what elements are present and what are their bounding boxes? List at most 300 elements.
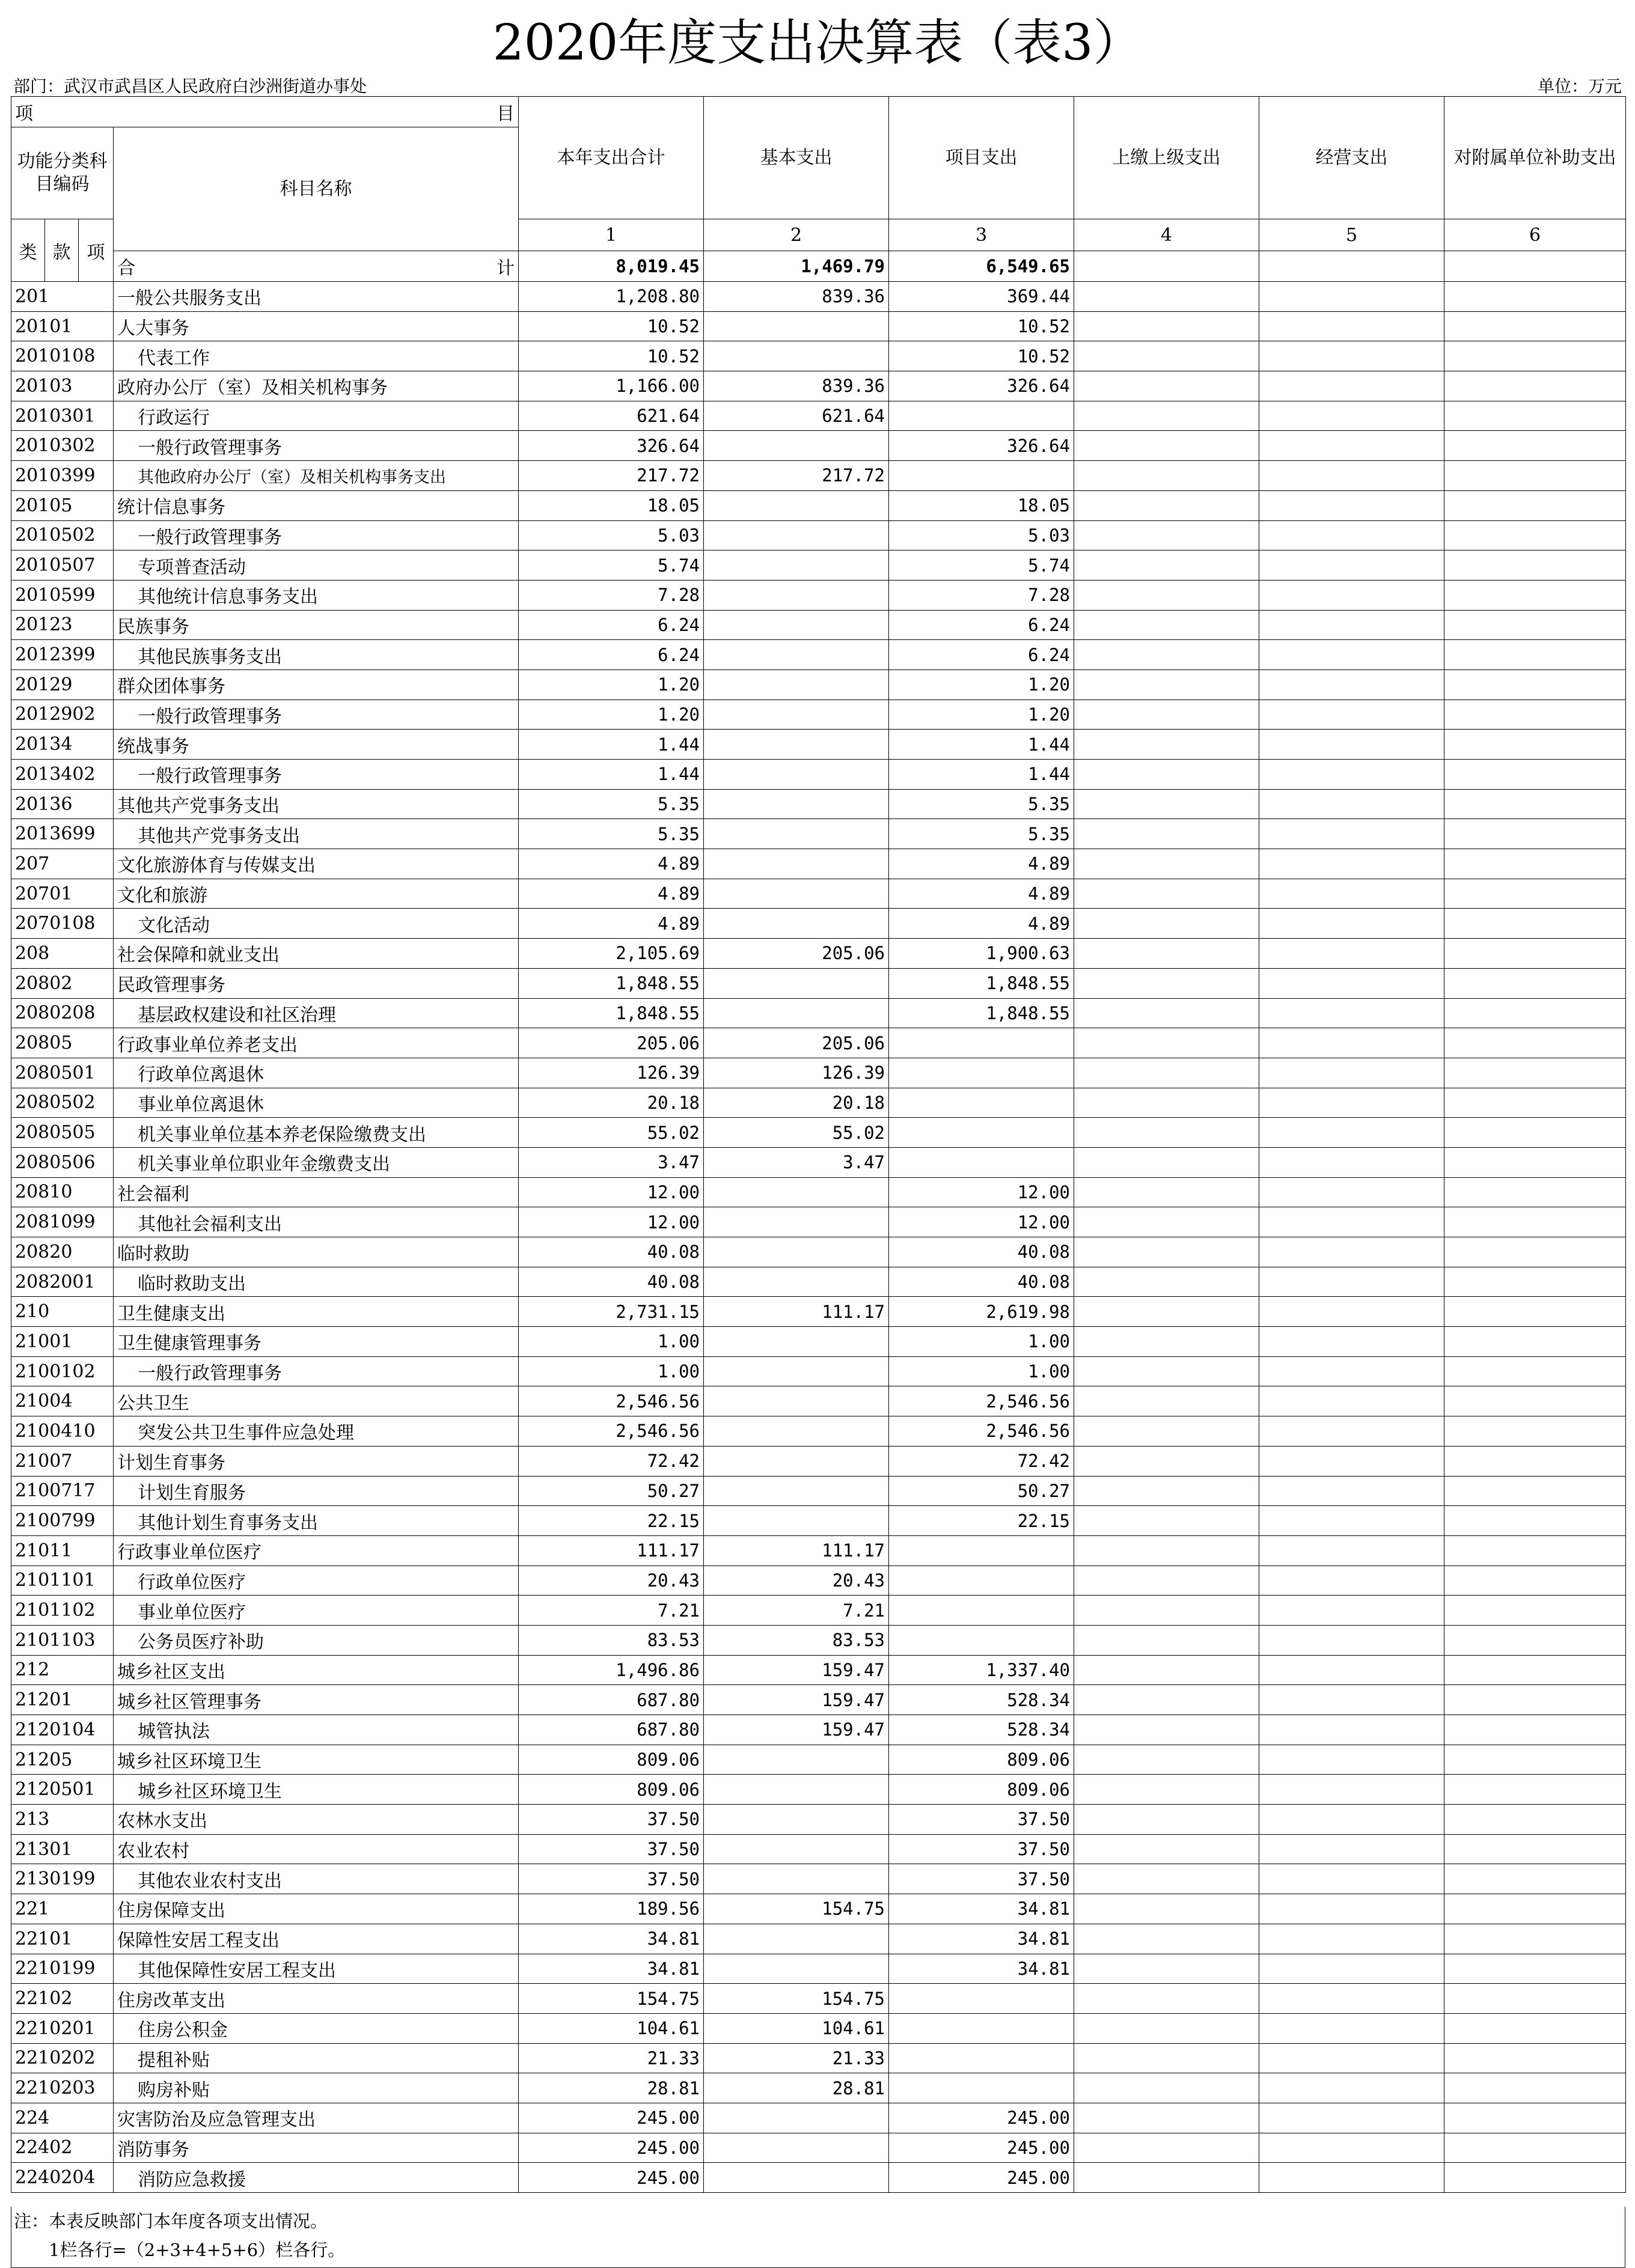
row-value (1259, 760, 1444, 790)
row-code: 21201 (11, 1685, 114, 1715)
row-subject-name: 计划生育事务 (114, 1446, 519, 1476)
row-value (1074, 640, 1259, 670)
row-value: 37.50 (519, 1834, 704, 1864)
row-subject-name: 一般公共服务支出 (114, 282, 519, 312)
row-value: 22.15 (889, 1506, 1074, 1536)
row-code: 2070108 (11, 909, 114, 939)
row-subject-name: 其他政府办公厅（室）及相关机构事务支出 (114, 461, 519, 491)
row-value: 1.00 (519, 1327, 704, 1357)
row-value: 4.89 (519, 909, 704, 939)
row-code: 22102 (11, 1984, 114, 2014)
row-subject-name: 文化和旅游 (114, 879, 519, 909)
row-value (1074, 1984, 1259, 2014)
header-col-basic: 基本支出 (704, 97, 889, 219)
table-row (11, 1565, 1626, 1596)
table-row (11, 1834, 1626, 1864)
row-value (889, 1118, 1074, 1148)
table-row (11, 789, 1626, 819)
row-value (1259, 1864, 1444, 1894)
row-subject-name: 住房公积金 (114, 2013, 519, 2043)
row-value: 189.56 (519, 1894, 704, 1924)
row-value (1259, 580, 1444, 610)
row-value: 1,337.40 (889, 1655, 1074, 1685)
row-subject-name: 其他民族事务支出 (114, 640, 519, 670)
row-value (704, 1834, 889, 1864)
row-value (1074, 1297, 1259, 1327)
row-value (1074, 580, 1259, 610)
row-value (1444, 2073, 1626, 2103)
row-value (1444, 998, 1626, 1028)
row-value: 809.06 (519, 1775, 704, 1805)
row-value (1444, 1476, 1626, 1506)
row-value (704, 341, 889, 371)
row-value (1259, 1386, 1444, 1416)
row-value: 1,848.55 (519, 998, 704, 1028)
row-value: 1.20 (889, 669, 1074, 700)
header-col-upper: 上缴上级支出 (1074, 97, 1259, 219)
table-row (11, 1535, 1626, 1565)
table-row (11, 311, 1626, 341)
header-col-business: 经营支出 (1259, 97, 1444, 219)
table-row (11, 1864, 1626, 1894)
total-label-left: 合 (117, 258, 135, 279)
row-value (1444, 311, 1626, 341)
row-value (704, 1327, 889, 1357)
row-value: 621.64 (704, 401, 889, 431)
row-code: 20810 (11, 1177, 114, 1207)
row-value (1444, 341, 1626, 371)
row-value (1074, 939, 1259, 969)
row-value (1074, 610, 1259, 640)
row-value (704, 1386, 889, 1416)
row-code: 2080506 (11, 1147, 114, 1177)
row-value (1444, 849, 1626, 879)
row-value (1444, 1147, 1626, 1177)
row-value: 2,731.15 (519, 1297, 704, 1327)
row-value: 126.39 (519, 1058, 704, 1088)
table-row (11, 550, 1626, 581)
row-code: 2080502 (11, 1088, 114, 1118)
row-value (704, 1745, 889, 1775)
row-value: 1,496.86 (519, 1655, 704, 1685)
col-number: 5 (1259, 219, 1444, 251)
row-value (1074, 730, 1259, 760)
row-code: 210 (11, 1297, 114, 1327)
row-subject-name: 城乡社区环境卫生 (114, 1775, 519, 1805)
row-value: 528.34 (889, 1685, 1074, 1715)
row-subject-name: 灾害防治及应急管理支出 (114, 2103, 519, 2133)
row-subject-name: 人大事务 (114, 311, 519, 341)
row-value: 72.42 (519, 1446, 704, 1476)
row-code: 21301 (11, 1834, 114, 1864)
row-code: 2080208 (11, 998, 114, 1028)
row-value (1444, 1745, 1626, 1775)
row-value (704, 700, 889, 730)
row-code: 20123 (11, 610, 114, 640)
row-value (1074, 1715, 1259, 1745)
row-value (1074, 760, 1259, 790)
row-value (1444, 2043, 1626, 2073)
row-value (1259, 550, 1444, 581)
row-value (1444, 1506, 1626, 1536)
table-row (11, 610, 1626, 640)
row-value (1444, 1805, 1626, 1835)
row-value (1259, 2133, 1444, 2163)
header-col-subsidy: 对附属单位补助支出 (1444, 97, 1626, 219)
row-subject-name: 行政单位离退休 (114, 1058, 519, 1088)
row-value (1074, 1237, 1259, 1267)
row-subject-name: 一般行政管理事务 (114, 1356, 519, 1386)
row-value: 10.52 (519, 311, 704, 341)
row-code: 2082001 (11, 1267, 114, 1297)
row-code: 2210199 (11, 1954, 114, 1984)
row-code: 2120501 (11, 1775, 114, 1805)
row-value (1259, 819, 1444, 849)
table-row (11, 1237, 1626, 1267)
row-value (1444, 700, 1626, 730)
row-code: 2210203 (11, 2073, 114, 2103)
row-value (1074, 1028, 1259, 1058)
row-value: 2,105.69 (519, 939, 704, 969)
row-value: 245.00 (889, 2163, 1074, 2193)
row-value: 4.89 (889, 909, 1074, 939)
row-value: 34.81 (889, 1954, 1074, 1984)
row-value (889, 461, 1074, 491)
row-value (1259, 490, 1444, 520)
unit-label: 单位：万元 (1537, 76, 1622, 96)
row-value (1444, 1984, 1626, 2014)
row-code: 20701 (11, 879, 114, 909)
row-code: 20805 (11, 1028, 114, 1058)
row-code: 2010507 (11, 550, 114, 581)
row-value (1074, 401, 1259, 431)
row-value (1259, 1267, 1444, 1297)
row-code: 21011 (11, 1535, 114, 1565)
row-value (1074, 282, 1259, 312)
row-value (1074, 1894, 1259, 1924)
row-value: 18.05 (519, 490, 704, 520)
table-row (11, 1267, 1626, 1297)
row-value (1259, 998, 1444, 1028)
row-value (1444, 1685, 1626, 1715)
row-value (1259, 341, 1444, 371)
row-value (1259, 1834, 1444, 1864)
row-code: 20105 (11, 490, 114, 520)
row-subject-name: 行政事业单位医疗 (114, 1535, 519, 1565)
row-value (1259, 610, 1444, 640)
row-value (1444, 1596, 1626, 1626)
row-subject-name: 其他保障性安居工程支出 (114, 1954, 519, 1984)
total-value (1444, 251, 1626, 282)
row-value: 6.24 (519, 610, 704, 640)
row-value: 7.28 (889, 580, 1074, 610)
table-row (11, 998, 1626, 1028)
row-value: 10.52 (889, 341, 1074, 371)
table-row (11, 2073, 1626, 2103)
row-code: 2100102 (11, 1356, 114, 1386)
table-row (11, 1775, 1626, 1805)
table-row (11, 1625, 1626, 1655)
row-value: 50.27 (889, 1476, 1074, 1506)
row-value (704, 311, 889, 341)
row-value (1074, 1476, 1259, 1506)
row-value: 3.47 (519, 1147, 704, 1177)
row-value: 34.81 (889, 1894, 1074, 1924)
row-value (704, 730, 889, 760)
row-value: 1.20 (889, 700, 1074, 730)
row-value: 4.89 (889, 849, 1074, 879)
row-subject-name: 专项普查活动 (114, 550, 519, 581)
table-row (11, 1984, 1626, 2014)
row-code: 224 (11, 2103, 114, 2133)
row-value: 34.81 (519, 1924, 704, 1954)
row-value: 1.00 (519, 1356, 704, 1386)
row-value: 621.64 (519, 401, 704, 431)
row-value (704, 1775, 889, 1805)
row-value (1259, 1476, 1444, 1506)
row-value (1444, 1237, 1626, 1267)
table-row (11, 968, 1626, 998)
table-row (11, 1356, 1626, 1386)
row-value (704, 2103, 889, 2133)
table-row (11, 1924, 1626, 1954)
row-subject-name: 城管执法 (114, 1715, 519, 1745)
table-row (11, 879, 1626, 909)
row-value (1444, 520, 1626, 550)
table-row (11, 1476, 1626, 1506)
row-value (889, 1625, 1074, 1655)
row-value: 3.47 (704, 1147, 889, 1177)
row-code: 2100799 (11, 1506, 114, 1536)
row-value (1444, 909, 1626, 939)
row-value (1074, 2013, 1259, 2043)
row-value: 1.44 (889, 730, 1074, 760)
row-value: 5.74 (519, 550, 704, 581)
total-value: 6,549.65 (889, 251, 1074, 282)
row-value (889, 1596, 1074, 1626)
row-value (1444, 819, 1626, 849)
table-row (11, 730, 1626, 760)
row-code: 21001 (11, 1327, 114, 1357)
row-code: 20134 (11, 730, 114, 760)
row-value (1259, 1805, 1444, 1835)
row-value: 809.06 (889, 1745, 1074, 1775)
total-label-right: 计 (497, 258, 515, 279)
header-item-right: 目 (497, 103, 515, 124)
row-value: 20.43 (704, 1565, 889, 1596)
row-value (1259, 1177, 1444, 1207)
row-value (704, 1207, 889, 1237)
row-value (1259, 2013, 1444, 2043)
row-value (1259, 1596, 1444, 1626)
row-code: 2080501 (11, 1058, 114, 1088)
row-code: 2010302 (11, 431, 114, 461)
row-code: 2120104 (11, 1715, 114, 1745)
row-value (1444, 610, 1626, 640)
row-value: 37.50 (519, 1805, 704, 1835)
total-value: 8,019.45 (519, 251, 704, 282)
row-subject-name: 统计信息事务 (114, 490, 519, 520)
row-value (1259, 1984, 1444, 2014)
row-value (1074, 550, 1259, 581)
row-value (1259, 700, 1444, 730)
header-item-left: 项 (15, 103, 33, 124)
row-value (1259, 730, 1444, 760)
row-value: 126.39 (704, 1058, 889, 1088)
row-value (1074, 1864, 1259, 1894)
row-value (704, 550, 889, 581)
row-value (704, 1356, 889, 1386)
row-subject-name: 基层政权建设和社区治理 (114, 998, 519, 1028)
row-subject-name: 公务员医疗补助 (114, 1625, 519, 1655)
row-subject-name: 农业农村 (114, 1834, 519, 1864)
row-value (704, 819, 889, 849)
row-value (1444, 1297, 1626, 1327)
row-subject-name: 一般行政管理事务 (114, 431, 519, 461)
row-value: 37.50 (889, 1834, 1074, 1864)
row-value (704, 968, 889, 998)
row-value (1259, 282, 1444, 312)
row-value (1074, 1805, 1259, 1835)
row-value: 1,166.00 (519, 371, 704, 401)
row-value: 20.18 (519, 1088, 704, 1118)
row-value: 7.21 (704, 1596, 889, 1626)
row-code: 221 (11, 1894, 114, 1924)
table-row (11, 1088, 1626, 1118)
header-col-total: 本年支出合计 (519, 97, 704, 219)
row-value: 245.00 (519, 2163, 704, 2193)
row-value: 154.75 (704, 1984, 889, 2014)
row-value (1444, 879, 1626, 909)
row-value: 217.72 (519, 461, 704, 491)
row-value (889, 1058, 1074, 1088)
row-value (704, 1177, 889, 1207)
row-value (1259, 1147, 1444, 1177)
row-value (704, 2133, 889, 2163)
row-value (1074, 789, 1259, 819)
row-value: 21.33 (519, 2043, 704, 2073)
table-row (11, 2103, 1626, 2133)
row-value (1444, 1177, 1626, 1207)
row-value (1074, 311, 1259, 341)
row-value (1074, 700, 1259, 730)
row-value: 839.36 (704, 371, 889, 401)
row-value (1074, 879, 1259, 909)
row-value (1259, 1535, 1444, 1565)
row-value (1444, 730, 1626, 760)
row-subject-name: 卫生健康支出 (114, 1297, 519, 1327)
row-value (1259, 1058, 1444, 1088)
table-row (11, 371, 1626, 401)
row-value: 5.03 (519, 520, 704, 550)
row-value (1259, 401, 1444, 431)
row-subject-name: 消防事务 (114, 2133, 519, 2163)
row-value (1259, 1118, 1444, 1148)
row-value (1259, 520, 1444, 550)
row-value: 28.81 (704, 2073, 889, 2103)
table-row (11, 760, 1626, 790)
row-value: 37.50 (519, 1864, 704, 1894)
row-value (1259, 2073, 1444, 2103)
table-row (11, 2013, 1626, 2043)
row-value (1259, 1685, 1444, 1715)
row-value (1259, 1625, 1444, 1655)
row-value: 159.47 (704, 1655, 889, 1685)
row-value: 6.24 (519, 640, 704, 670)
table-row (11, 939, 1626, 969)
row-code: 20802 (11, 968, 114, 998)
row-value: 7.28 (519, 580, 704, 610)
row-value: 4.89 (889, 879, 1074, 909)
row-subject-name: 政府办公厅（室）及相关机构事务 (114, 371, 519, 401)
row-value: 839.36 (704, 282, 889, 312)
row-value (704, 431, 889, 461)
row-value (1259, 1297, 1444, 1327)
row-value: 10.52 (519, 341, 704, 371)
row-code: 21004 (11, 1386, 114, 1416)
row-value: 326.64 (889, 371, 1074, 401)
row-value: 1,848.55 (889, 998, 1074, 1028)
col-number: 2 (704, 219, 889, 251)
row-value (889, 2073, 1074, 2103)
row-value (704, 2163, 889, 2193)
row-value (1259, 1506, 1444, 1536)
col-number: 3 (889, 219, 1074, 251)
row-value (1074, 1327, 1259, 1357)
row-value: 12.00 (889, 1207, 1074, 1237)
row-value (1259, 311, 1444, 341)
row-value: 55.02 (519, 1118, 704, 1148)
row-value: 20.18 (704, 1088, 889, 1118)
row-subject-name: 文化活动 (114, 909, 519, 939)
row-subject-name: 购房补贴 (114, 2073, 519, 2103)
row-subject-name: 一般行政管理事务 (114, 700, 519, 730)
row-value: 5.35 (889, 819, 1074, 849)
col-number: 4 (1074, 219, 1259, 251)
row-value (704, 1506, 889, 1536)
row-value (1444, 550, 1626, 581)
row-value (704, 490, 889, 520)
row-value (1259, 1416, 1444, 1446)
row-value (1259, 461, 1444, 491)
row-value: 2,619.98 (889, 1297, 1074, 1327)
row-subject-name: 消防应急救援 (114, 2163, 519, 2193)
row-value (1444, 1327, 1626, 1357)
row-code: 22101 (11, 1924, 114, 1954)
row-value (1259, 640, 1444, 670)
row-subject-name: 公共卫生 (114, 1386, 519, 1416)
row-value (1074, 2163, 1259, 2193)
row-value (889, 1565, 1074, 1596)
row-value (1444, 2133, 1626, 2163)
row-code: 213 (11, 1805, 114, 1835)
row-value: 1.20 (519, 700, 704, 730)
row-value: 40.08 (889, 1267, 1074, 1297)
row-value (1444, 1715, 1626, 1745)
row-value: 6.24 (889, 610, 1074, 640)
table-row (11, 282, 1626, 312)
table-row (11, 640, 1626, 670)
row-value (1259, 669, 1444, 700)
row-value: 369.44 (889, 282, 1074, 312)
row-value: 154.75 (519, 1984, 704, 2014)
row-value (1259, 909, 1444, 939)
row-value (1444, 2163, 1626, 2193)
row-value: 34.81 (889, 1924, 1074, 1954)
row-subject-name: 事业单位医疗 (114, 1596, 519, 1626)
row-subject-name: 农林水支出 (114, 1805, 519, 1835)
col-number: 6 (1444, 219, 1626, 251)
